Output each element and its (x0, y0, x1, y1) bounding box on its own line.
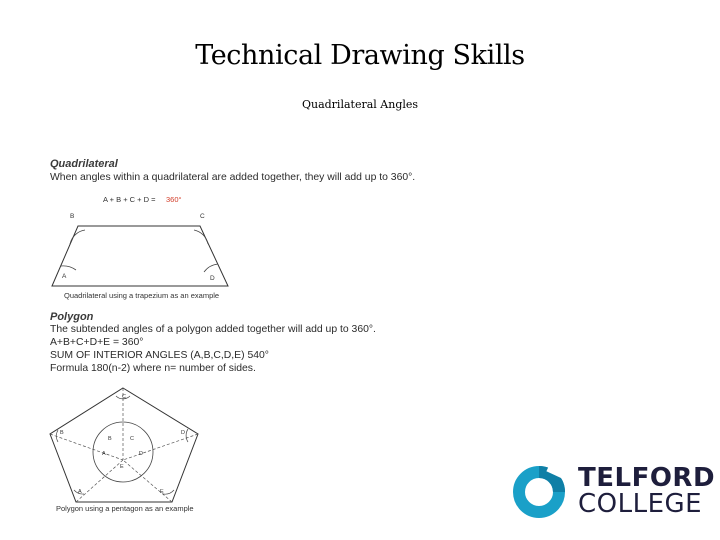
angle-arc-c (194, 230, 208, 244)
polygon-line-1: The subtended angles of a polygon added together will add up to 360°. (50, 324, 376, 335)
angle-arc-b (70, 230, 85, 244)
angle-label-a: A (62, 273, 67, 280)
outer-label-b: B (60, 430, 64, 436)
logo-line-2: COLLEGE (578, 489, 703, 519)
outer-label-c: C (122, 394, 126, 400)
angle-arc-a (61, 266, 76, 270)
quadrilateral-heading: Quadrilateral (50, 158, 118, 170)
polygon-line-4: Formula 180(n-2) where n= number of sides. (50, 363, 256, 374)
formula-letters: A + B + C + D = (103, 195, 156, 204)
slide-subtitle: Quadrilateral Angles (301, 98, 419, 111)
trapezium-shape (52, 226, 228, 286)
inner-label-c: C (130, 436, 134, 442)
formula-value: 360° (166, 195, 182, 204)
quadrilateral-text: When angles within a quadrilateral are added together, they will add up to 360°. (50, 172, 416, 183)
polygon-caption: Polygon using a pentagon as an example (56, 504, 194, 513)
inner-label-a: A (102, 451, 106, 457)
polygon-line-3: SUM OF INTERIOR ANGLES (A,B,C,D,E) 540° (50, 350, 269, 361)
outer-label-a: A (78, 489, 82, 495)
angle-label-b: B (70, 213, 75, 220)
polygon-line-2: A+B+C+D+E = 360° (50, 337, 144, 348)
trapezium-diagram (48, 190, 248, 292)
inner-label-d: D (139, 451, 143, 457)
angle-label-d: D (210, 275, 215, 282)
polygon-heading: Polygon (50, 311, 94, 323)
angle-arc-d (204, 264, 218, 272)
inner-label-e: E (120, 464, 124, 470)
telford-college-logo (510, 462, 716, 520)
quadrilateral-caption: Quadrilateral using a trapezium as an example (64, 291, 220, 300)
slide-title: Technical Drawing Skills (195, 40, 525, 71)
pentagon-diagonals (50, 388, 198, 502)
logo-ring-icon (510, 462, 572, 520)
inner-label-b: B (108, 436, 112, 442)
angle-label-c: C (200, 213, 205, 220)
pentagon-shape (50, 388, 198, 502)
pentagon-diagram (48, 382, 206, 506)
logo-line-1: TELFORD (578, 463, 716, 493)
outer-label-e: E (160, 489, 164, 495)
outer-label-d: D (181, 430, 185, 436)
